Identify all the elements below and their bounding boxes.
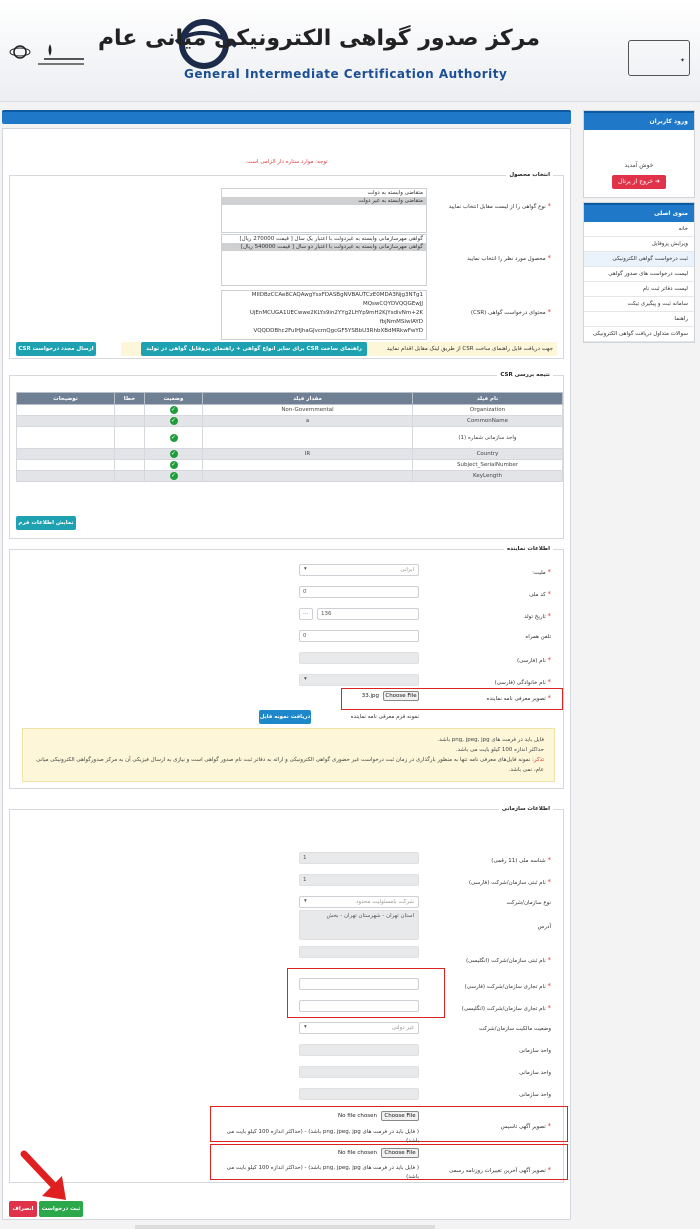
- site-title-fa: مرکز صدور گواهی الکترونیکی میانی عام: [97, 26, 540, 51]
- submit-request-button[interactable]: ثبت درخواست: [39, 1201, 83, 1217]
- brand-name-fa-input[interactable]: [299, 978, 419, 990]
- upload-info-box: فایل باید در فرمت های png, jpeg, jpg باشد. حداکثر اندازه 100 کیلو بایت می باشد. تذکر: نمونه فایل‌های معرفی نامه تنها به منظور بارگذاری در زمان ثبت درخواست غیر حضوری گواهی الکترونیکی و ارائه به دفاتر ثبت نام صدور گواهی است و نیازی به ارسال فیزیکی آن به مرکز صدورگواهی الکترونیکی میانی عام، نمی باشد.: [22, 728, 555, 782]
- table-row: Subject_SerialNumber ✓: [17, 460, 563, 471]
- col-description: توضیحات: [17, 393, 115, 405]
- sample-form-label: نمونه فرم معرفی نامه نماینده: [350, 714, 419, 720]
- nationality-label: * ملیت:: [532, 568, 551, 576]
- csr-result-section: [9, 372, 564, 539]
- chevron-down-icon: ▾: [304, 1024, 307, 1030]
- org-field-label: واحد سازمانی: [519, 1092, 551, 1098]
- cert-type-listbox[interactable]: [221, 188, 427, 233]
- national-id-input[interactable]: 1: [299, 852, 419, 864]
- org-field-label: * نام تجاری سازمان/شرکت (انگلیسی): [461, 1004, 551, 1012]
- logout-label: خروج از پرتال: [618, 178, 654, 185]
- table-row: واحد سازمانی شماره (1) ✓: [17, 427, 563, 449]
- org-field-label: واحد سازمانی: [519, 1070, 551, 1076]
- product-section-title: انتخاب محصول: [506, 172, 553, 178]
- main-menu: [583, 202, 695, 343]
- calendar-button[interactable]: [299, 608, 313, 620]
- founding-choose-file-button[interactable]: Choose File: [381, 1111, 419, 1121]
- login-box-title: ورود کاربران: [584, 111, 694, 130]
- col-status: وضعیت: [145, 393, 203, 405]
- founding-file-hint: ( فایل باید در فرمت های png, jpeg, jpg باشد) - (حداکثر اندازه 100 کیلو بایت می باشد): [226, 1129, 419, 1144]
- menu-item-help[interactable]: راهنما: [584, 312, 694, 327]
- footer-strip: [135, 1225, 435, 1229]
- first-name-label: * نام (فارسی): [516, 656, 551, 664]
- national-code-label: * کد ملی: [529, 590, 551, 598]
- org-field-label: واحد سازمانی: [519, 1048, 551, 1054]
- download-sample-button[interactable]: دریافت نمونه فایل: [259, 710, 311, 724]
- ownership-select[interactable]: غیر دولتی ▾: [299, 1022, 419, 1034]
- last-name-label: * نام خانوادگی (فارسی): [494, 678, 551, 686]
- intro-letter-file-name: 33.jpg: [361, 693, 379, 699]
- csr-guide-button[interactable]: راهنمای ساخت CSR برای سایر انواع گواهی + راهنمای پروفایل گواهی در تولید CSR: [141, 342, 367, 356]
- logout-button[interactable]: [612, 175, 666, 189]
- changes-file-hint: ( فایل باید در فرمت های png, jpeg, jpg باشد) - (حداکثر اندازه 100 کیلو بایت می باشد): [226, 1165, 419, 1180]
- cert-type-label: * نوع گواهی را از لیست مقابل انتخاب نمایید: [448, 202, 551, 210]
- menu-item-new-request[interactable]: ثبت درخواست گواهی الکترونیکی: [584, 252, 694, 267]
- birth-date-label: * تاریخ تولد: [524, 612, 551, 620]
- calendar-icon: …: [303, 610, 309, 616]
- csr-textarea[interactable]: MIIDBzCCAe8CAQAwgYsxFDASBgNVBAUTCzE0MDA3Njg3NTg1 MQswCQYDVQQGEwJJ UjEnMCUGA1UECwwe2KLYs9in2YYg2LHYp9mH2KjYsdivNm+2K fbjNmMSIwIAYD VQQDDBhc2FuIHJhaGJvcmQgcGF5YSBbU3RhbXBdMRkwFwYD: [221, 290, 427, 340]
- mobile-input[interactable]: 0: [299, 630, 419, 642]
- last-name-input[interactable]: [299, 674, 419, 686]
- product-label: * محصول مورد نظر را انتخاب نمایید: [467, 254, 551, 262]
- product-option-2y[interactable]: گواهی مهرسازمانی وابسته به غیردولت با اعتبار دو سال [ قیمت 540000 ریال]: [222, 243, 426, 251]
- org-field-label: * نام ثبتی سازمان/شرکت (فارسی): [468, 878, 551, 886]
- org-type-select[interactable]: شرکت بامسئولیت محدود ▾: [299, 896, 419, 908]
- sidebar: [583, 110, 695, 347]
- address-textarea[interactable]: استان تهران - شهرستان تهران - بخش: [299, 910, 419, 940]
- changes-file-status: No file chosen: [338, 1150, 377, 1156]
- menu-item-offices[interactable]: لیست دفاتر ثبت نام: [584, 282, 694, 297]
- org-field-label: آدرس: [537, 924, 551, 930]
- org-field-label: * شناسه ملی (11 رقمی): [491, 856, 551, 864]
- main-menu-title: منوی اصلی: [584, 203, 694, 222]
- menu-item-request-list[interactable]: لیست درخواست های صدور گواهی: [584, 267, 694, 282]
- representative-title: اطلاعات نماینده: [504, 546, 553, 552]
- login-box: [583, 110, 695, 198]
- intro-letter-choose-file-button[interactable]: Choose File: [383, 691, 419, 701]
- menu-item-tickets[interactable]: سامانه ثبت و پیگیری تیکت: [584, 297, 694, 312]
- org-unit-input[interactable]: [299, 1044, 419, 1056]
- cert-type-option-nongov[interactable]: متقاضی وابسته به غیر دولت: [222, 197, 426, 205]
- menu-item-faq[interactable]: سوالات متداول دریافت گواهی الکترونیکی: [584, 327, 694, 342]
- check-icon: ✓: [170, 450, 177, 457]
- founding-ad-label: * تصویر آگهی تاسیس: [500, 1122, 551, 1130]
- chevron-down-icon: ▾: [304, 676, 307, 682]
- org-field-label: * نام تجاری سازمان/شرکت (فارسی): [464, 982, 551, 990]
- csr-result-title: نتیجه بررسی CSR: [497, 372, 553, 378]
- site-header: [0, 0, 700, 102]
- site-title-en: General Intermediate Certification Authority: [184, 67, 508, 81]
- cert-type-option-gov[interactable]: متقاضی وابسته به دولت: [367, 190, 423, 196]
- changes-choose-file-button[interactable]: Choose File: [381, 1148, 419, 1158]
- national-code-input[interactable]: 0: [299, 586, 419, 598]
- check-icon: ✓: [170, 406, 177, 413]
- product-section: [9, 172, 564, 366]
- chevron-down-icon: ▾: [304, 566, 307, 572]
- table-row: CommonName a ✓: [17, 416, 563, 427]
- intro-letter-label: * تصویر معرفی نامه نماینده: [486, 694, 551, 702]
- brand-name-en-input[interactable]: [299, 1000, 419, 1012]
- representative-section: [9, 546, 564, 789]
- red-arrow-annotation-icon: [18, 1150, 74, 1206]
- registered-name-en-input[interactable]: [299, 946, 419, 958]
- check-icon: ✓: [170, 417, 177, 424]
- table-row: Organization Non-Governmental ✓: [17, 405, 563, 416]
- logout-icon: ➜: [654, 178, 660, 185]
- org-field-label: وضعیت مالکیت سازمان/شرکت: [478, 1026, 551, 1032]
- welcome-text: خوش آمدید: [624, 162, 654, 169]
- required-note: توجه: موارد ستاره دار الزامی است.: [245, 159, 328, 165]
- col-error: خطا: [115, 393, 145, 405]
- org-unit-input[interactable]: [299, 1088, 419, 1100]
- organization-section: [9, 806, 564, 1183]
- check-icon: ✓: [170, 433, 177, 441]
- csr-hint-text: جهت دریافت فایل راهنمای ساخت CSR از طریق لینک مقابل اقدام نمایید: [386, 346, 553, 352]
- first-name-input[interactable]: [299, 652, 419, 664]
- org-unit-input[interactable]: [299, 1066, 419, 1078]
- table-header-row: [17, 393, 563, 405]
- organization-title: اطلاعات سازمانی: [499, 806, 553, 812]
- nationality-select[interactable]: ایرانی ▾: [299, 564, 419, 576]
- ministry-emblem-icon: [8, 40, 88, 70]
- csr-label: * محتوای درخواست گواهی (CSR): [470, 308, 551, 316]
- csr-resend-button[interactable]: ارسال مجدد درخواست CSR: [16, 342, 96, 356]
- menu-item-home[interactable]: خانه: [584, 222, 694, 237]
- main-title-bar: [2, 110, 571, 124]
- mobile-label: تلفن همراه: [525, 634, 551, 640]
- table-row: Country IR ✓: [17, 449, 563, 460]
- founding-file-status: No file chosen: [338, 1113, 377, 1119]
- chevron-down-icon: ▾: [304, 898, 307, 904]
- check-icon: ✓: [170, 472, 177, 479]
- col-field-name: نام فیلد: [413, 393, 563, 405]
- product-option-1y[interactable]: گواهی مهرسازمانی وابسته به غیردولت با اعتبار یک سال [ قیمت 270000 ریال]: [239, 236, 423, 242]
- registered-name-fa-input[interactable]: 1: [299, 874, 419, 886]
- product-listbox[interactable]: [221, 234, 427, 286]
- org-field-label: نوع سازمان/شرکت: [506, 900, 551, 906]
- show-form-info-button[interactable]: نمایش اطلاعات فرم: [16, 516, 76, 530]
- check-icon: ✓: [170, 461, 177, 468]
- birth-date-input[interactable]: 136: [317, 608, 419, 620]
- table-row: KeyLength ✓: [17, 471, 563, 482]
- csr-result-table: [16, 392, 563, 482]
- cancel-button[interactable]: انصراف: [9, 1201, 37, 1217]
- main-content: [2, 110, 571, 1220]
- ecommerce-logo-icon: ✦: [628, 40, 690, 76]
- changes-ad-label: * تصویر آگهی آخرین تغییرات روزنامه رسمی: [449, 1166, 551, 1174]
- col-field-value: مقدار فیلد: [203, 393, 413, 405]
- org-field-label: * نام ثبتی سازمان/شرکت (انگلیسی): [465, 956, 551, 964]
- request-form: [2, 128, 571, 1220]
- menu-item-edit-profile[interactable]: ویرایش پروفایل: [584, 237, 694, 252]
